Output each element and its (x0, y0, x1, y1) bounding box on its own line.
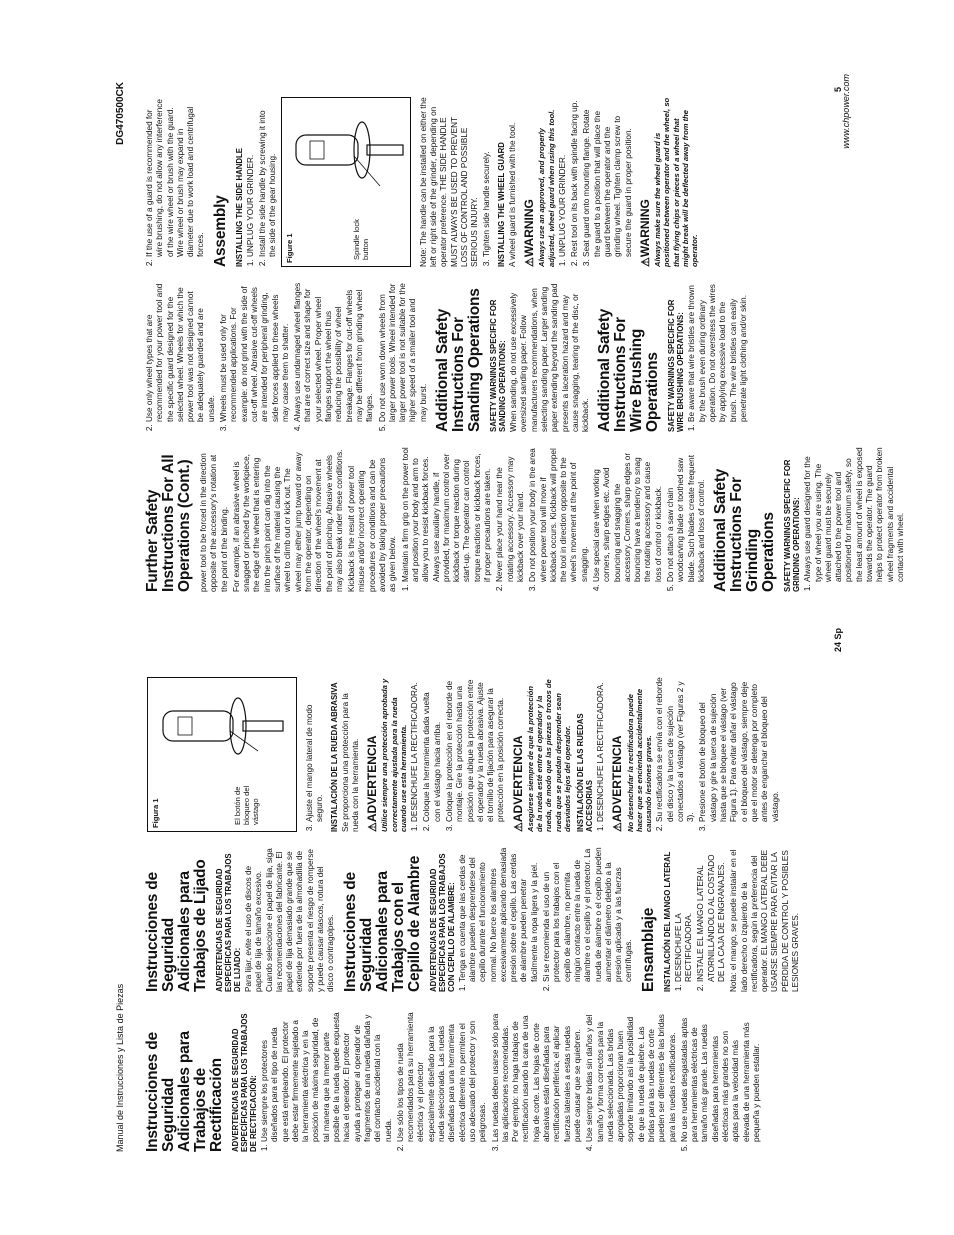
warning-text: No desenchufar la rectificadora puede hacer que se encienda accidentalmente causando lesiones graves. (625, 688, 654, 832)
section-subtitle: SAFETY WARNINGS SPECIFIC FOR GRINDING OPERATIONS: (783, 459, 802, 592)
kickback-precautions-list (401, 447, 708, 592)
grinding-warnings-list (803, 447, 906, 592)
list-item: 2. Use only wheel types that are recommended for your power tool and the specific guard designed for the selected wheel. Wheels for which the power tool was not designed cannot be adequately guarded and are unsafe. (145, 282, 217, 422)
assembly-title: Assembly (211, 195, 229, 267)
guard-steps-list (558, 97, 634, 267)
figure-1 (281, 97, 411, 267)
paragraph: Kickback is the result of power tool misuse and/or incorrect operating procedures or conditions and can be avoided by taking proper precautions as given below. (347, 457, 398, 592)
warning-text: Asegúrese siempre de que la protección de la rueda esté entre el operador y la rueda, de modo que las piezas o trozos de rueda que se puedan desprender sean desviados lejos del operador. (526, 679, 572, 832)
figure-caption: El botón de bloqueo del vástago (233, 785, 260, 825)
list-item: 4. Use special care when working corners, sharp edges etc. Avoid bouncing and snagging the accessory. Corners, sharp edges or bouncing have a tendency to snag the rotating accessory and cause loss of control or kickback. (592, 447, 664, 582)
figure-caption: Spindle lock button (351, 219, 370, 260)
list-item: 4. Use siempre bridas sin daños y del tamaño y forma correctos para la rueda seleccionada. Las bridas apropiadas proporcionan buen soporte limitando así la posibilidad de que la rueda de quiebre. Las bridas para las ruedas de corte pueden ser diferentes de las bridas para las ruedas rectificadoras. (585, 1012, 678, 1142)
right-column-3 (145, 97, 701, 267)
paragraph: When sanding, do not use excessively oversized sanding paper. Follow manufacturers recommendations, when selecting sanding paper. Larger sanding paper extending beyond the sanding pad presents a laceration hazard and may cause snagging, tearing of the disc, or kickback. (509, 283, 591, 432)
handle-steps-list (246, 97, 279, 267)
warning-heading: ⚠WARNING (522, 199, 537, 267)
handle-steps-list-continued (482, 97, 492, 267)
paragraph: Se proporciona una protección para la rueda con la herramienta. (340, 693, 360, 832)
left-column-1 (145, 1012, 764, 1152)
list-item: 1. Be aware that wire bristles are thrown by the brush even during ordinary operation. Do not overstress the wires by applying excessive load to the brush. The wire bristles can easily penetrate light clothing and/or skin. (687, 282, 749, 422)
right-page-number: 5 (833, 86, 843, 92)
list-item: 1. Tenga en cuenta que las cerdas de alambre pueden desprenderse del cepillo durante el funcionamiento normal. No fuerce los alambres excesivamente aplicando demasiada presión sobre el cepillo. Las cerdas de alambre pueden penetrar fácilmente la ropa ligera y la piel. (458, 847, 540, 982)
handle-steps-list-continued (305, 677, 326, 832)
section-subtitle: INSTALACIÓN DE LA RUEDA ABRASIVA (329, 682, 339, 832)
list-item: 1. DESENCHUFE LA RECTIFICADORA. (674, 847, 695, 982)
section-subtitle: SAFETY WARNINGS SPECIFIC FOR WIRE BRUSHING OPERATIONS: (667, 299, 686, 432)
list-item: 3. Tighten side handle securely. (482, 97, 492, 257)
list-item: 5. No use ruedas desgastadas aptas para herramientas eléctricas de tamaño más grande. Las ruedas diseñadas para herramientas eléctricas más grandes no son aptas para la velocidad más elevada de una herramienta más pequeña y pueden estallar. (680, 1012, 762, 1142)
manual-spread (97, 62, 905, 1172)
paragraph: For example, if an abrasive wheel is snagged or pinched by the workpiece, the edge of the wheel that is entering into the pinch point can dig into the surface of the material causing the wheel to climb out or kick out. The wheel may either jump toward or away from the operator, depending on direction of the wheel's movement at the point of pinching. Abrasive wheels may also break under these conditions. (231, 449, 344, 592)
figure-1 (147, 677, 297, 832)
warning-text: Always make sure the wheel guard is positioned between operator and the wheel, so that flying chips or pieces of a wheel that might break will be deflected away from the operator. (653, 97, 699, 267)
note-paragraph: Note: The handle can be installed on either the left or right side of the grinder, depending on operator preference. THE SIDE HANDLE MUST ALWAYS BE USED TO PREVENT LOSS OF CONTROL AND POSSIBLE SERIOUS INJURY. (418, 97, 480, 267)
section-subtitle: INSTALACIÓN DE LAS RUEDAS ACCESORIAS (576, 713, 595, 832)
list-item: 2. Install the side handle by screwing it into the side of the gear housing. (258, 97, 279, 257)
section-subtitle: ADVERTENCIAS DE SEGURIDAD ESPECÍFICAS PARA LOS TRABAJOS DE RECTIFICACIÓN: (231, 1013, 258, 1152)
note-paragraph: Nota: el mango, se puede instalar en el lado derecho o izquierdo de la rectificadora, según la preferencia del operador. EL MANGO LATERAL DEBE USARSE SIEMPRE PARA EVITAR LA PÉRDIDA DE CONTROL Y POSIBLES LESIONES GRAVES. (729, 849, 800, 992)
model-number: DG470500CK (115, 82, 126, 145)
list-item: 3. Presione el botón de bloqueo del vástago y gire la tuerca de sujeción hasta que se bloquee el vástago (ver Figura 1). Para evitar dañar el vástago o el bloqueo del vástago, siempre deje que el motor se detenga por completo antes de enganchar el bloqueo del vástago. (698, 677, 780, 822)
accessory-steps-list (596, 677, 606, 832)
grinding-warnings-list-continued (145, 282, 429, 432)
warning-heading: ⚠WARNING (637, 199, 652, 267)
paragraph: power tool to be forced in the direction opposite of the accessory's rotation at the point of the binding. (199, 453, 229, 592)
list-item: 2. Si se recomienda el uso de un protector para los trabajos con el cepillo de alambre, no permita ningún contacto entre la rueda de alambre o el cepillo y el protector. La rueda de alambre o el cepillo pueden aumentar el diámetro debido a la presión aplicada y a las fuerzas centrífugas. (542, 847, 635, 982)
list-item: 1. Always use guard designed for the type of wheel you are using. The wheel guard must be securely attached to the power tool and positioned for maximum safety, so the least amount of wheel is exposed towards the operator. The guard helps to protect operator from broken wheel fragments and accidental contact with wheel. (803, 447, 906, 582)
assembly-title: Ensamblaje (639, 907, 657, 992)
list-item: 1. UNPLUG YOUR GRINDER. (246, 97, 256, 257)
section-title: Additional Safety Instructions For Grinding Operations (712, 468, 778, 592)
list-item: 3. Seat guard onto mounting flange. Rotate the guard to a position that will place the guard between the operator and the grinding wheel. Tighten clamp screw to secure the guard in proper position. (582, 97, 633, 257)
running-head: Manual de Instrucciones y Lista de Piezas (115, 983, 125, 1152)
list-item: 5. Do not use worn down wheels from larger power tools. Wheel intended for larger power tool is not suitable for the higher speed of a smaller tool and may burst. (378, 282, 429, 422)
warning-triangle-icon: ⚠ (512, 822, 525, 832)
accessory-steps-list-continued (655, 677, 781, 832)
section-title: Additional Safety Instructions For Wire Brushing Operations (596, 308, 662, 432)
section-subtitle: ADVERTENCIAS DE SEGURIDAD ESPECÍFICAS PARA LOS TRABAJOS CON CEPILLO DE ALAMBRE: (428, 853, 456, 992)
section-subtitle: INSTALLING THE SIDE HANDLE (234, 148, 244, 267)
warning-heading: ⚠ADVERTENCIA (610, 735, 625, 832)
list-item: 1. Maintain a firm grip on the power tool and position your body and arm to allow you to resist kickback forces. Always use auxiliary handle, if provided, for maximum control over kickback or torque reaction during start-up. The operator can control torque reactions or kickback forces, if proper precautions are taken. (401, 447, 494, 582)
section-title: Additional Safety Instructions For Sanding Operations (434, 288, 484, 432)
list-item: 3. Las ruedas deben usarse sólo para las aplicaciones recomendadas. Por ejemplo: no haga trabajos de rectificación usando la cara de una hoja de corte. Las hojas de corte abrasivas están diseñadas para rectificación periférica; el aplicar fuerzas laterales a estas ruedas puede causar que se quiebren. (491, 1012, 584, 1142)
section-title: Instrucciones de Seguridad Adicionales para Trabajos de Rectificación (144, 1031, 225, 1152)
list-item: 2. Rest tool on its back with spindle facing up. (570, 97, 580, 257)
figure-label: Figure 1 (284, 233, 294, 263)
figure-label: Figura 1 (151, 798, 160, 828)
grinder-illustration-icon (158, 681, 288, 771)
section-title: Further Safety Instructions For All Operations (Cont.) (144, 454, 193, 592)
warning-heading: ⚠ADVERTENCIA (510, 735, 525, 832)
list-item: 1. UNPLUG YOUR GRINDER. (558, 97, 568, 257)
list-item: 4. Always use undamaged wheel flanges that are of correct size and shape for your selected wheel. Proper wheel flanges support the wheel thus reducing the possibility of wheel breakage. Flanges for cut-off wheels may be different from grinding wheel flanges. (293, 282, 375, 422)
list-item: 3. Wheels must be used only for recommended applications. For example: do not grind with the side of cut-off wheel. Abrasive cut-off wheels are intended for peripheral grinding, side forces applied to these wheels may cause them to shatter. (219, 282, 291, 422)
warning-triangle-icon: ⚠ (639, 257, 652, 267)
list-item: 3. Coloque la protección en el reborde de montaje. Gire la protección hasta una posición que ubique la protección entre el operador y la rueda abrasiva. Ajuste el tornillo de fijación para asegurar la protección en la posición correcta. (445, 677, 507, 822)
list-item: 1. DESENCHUFE LA RECTIFICADORA. (410, 677, 420, 822)
section-subtitle: SAFETY WARNINGS SPECIFIC FOR SANDING OPERATIONS: (489, 299, 508, 432)
list-item: 2. Never place your hand near the rotating accessory. Accessory may kickback over your hand. (495, 447, 526, 582)
list-item: 3. Do not position your body in the area where power tool will move if kickback occurs. Kickback will propel the tool in direction opposite to the wheel's movement at the point of snagging. (528, 447, 590, 582)
list-item: 2. Use sólo los tipos de rueda recomendados para su herramienta eléctrica y el protector especialmente diseñado para la rueda seleccionada. Las ruedas diseñadas para una herramienta eléctrica diferente no permiten el uso adecuado del protector y son peligrosas. (396, 1012, 489, 1142)
warning-triangle-icon: ⚠ (367, 822, 380, 832)
warning-heading: ⚠ADVERTENCIA (365, 735, 380, 832)
left-page-number: 24 Sp (833, 627, 843, 652)
list-item: 2. Coloque la herramienta dada vuelta con el vástago hacia arriba. (422, 677, 443, 822)
wire-brush-warnings-list (458, 847, 635, 992)
paragraph: Para lijar, evite el uso de discos de papel de lija de tamaño excesivo. Cuando seleccione el papel de lija, siga las recomendaciones del fabricante. El papel de lija demasiado grande que se extiende por fuera de la almohadilla de soporte presenta el riesgo de romperse y puede causar atascos, rotura del disco o contragolpes. (244, 848, 336, 992)
wire-brush-warnings-list (687, 282, 749, 432)
grinding-warnings-list (260, 1012, 762, 1152)
list-item: 1. Use siempre los protectores diseñados para el tipo de rueda que está empleando. El protector debe estar firmemente sujetado a la herramienta eléctrica y en la posición de máxima seguridad, de tal manera que la menor parte posible de la rueda quede expuesta hacia el operador. El protector ayuda a proteger al operador de fragmentos de una rueda dañada y del contacto accidental con la rueda. (260, 1012, 394, 1142)
warning-triangle-icon: ⚠ (612, 822, 625, 832)
grinder-illustration-icon (292, 100, 407, 200)
website-url: www.chpower.com (841, 74, 851, 149)
left-column-2 (145, 847, 803, 992)
section-subtitle: INSTALACIÓN DEL MANGO LATERAL (662, 851, 672, 992)
guard-steps-list (410, 677, 507, 832)
list-item: 2. Su rectificadora se envía con el reborde del disco y la tuerca de sujeción conectados al vástago (ver Figuras 2 y 3). (655, 677, 696, 822)
section-title: Instrucciones de Seguridad Adicionales para Trabajos de Lijado (144, 859, 209, 992)
section-subtitle: ADVERTENCIAS DE SEGURIDAD ESPECÍFICAS PARA LOS TRABAJOS DE LIJADO: (215, 853, 242, 992)
list-item: 3. Ajuste el mango lateral de modo seguro. (305, 677, 326, 822)
wire-brush-warnings-list-continued (145, 97, 207, 267)
warning-text: Utilice siempre una protección aprobada y correctamente ajustada para la rueda cuando use esta herramienta. (380, 678, 408, 832)
section-title: Instrucciones de Seguridad Adicionales para Trabajos con el Cepillo de Alambre (341, 855, 423, 992)
right-column-1 (145, 447, 908, 592)
section-subtitle: INSTALLING THE WHEEL GUARD (496, 142, 506, 267)
warning-text: Always use an approved, and properly adjusted, wheel guard when using this tool. (537, 109, 556, 267)
list-item: 2. If the use of a guard is recommended for wire brushing, do not allow any interference of the wire wheel or brush with the guard. Wire wheel or brush may expand in diameter due to work load and centrifugal forces. (145, 97, 207, 257)
left-column-3 (145, 677, 783, 832)
list-item: 5. Do not attach a saw chain woodcarving blade or toothed saw blade. Such blades create frequent kickback and loss of control. (666, 447, 707, 582)
right-column-2 (145, 282, 751, 432)
handle-steps-list (674, 847, 727, 992)
list-item: 2. INSTALE EL MANGO LATERAL ATORNILLÁNDOLO AL COSTADO DE LA CAJA DE ENGRANAJES. (696, 847, 727, 982)
list-item: 1. DESENCHUFE LA RECTIFICADORA. (596, 677, 606, 822)
paragraph: A wheel guard is furnished with the tool. (507, 122, 517, 267)
warning-triangle-icon: ⚠ (524, 257, 537, 267)
